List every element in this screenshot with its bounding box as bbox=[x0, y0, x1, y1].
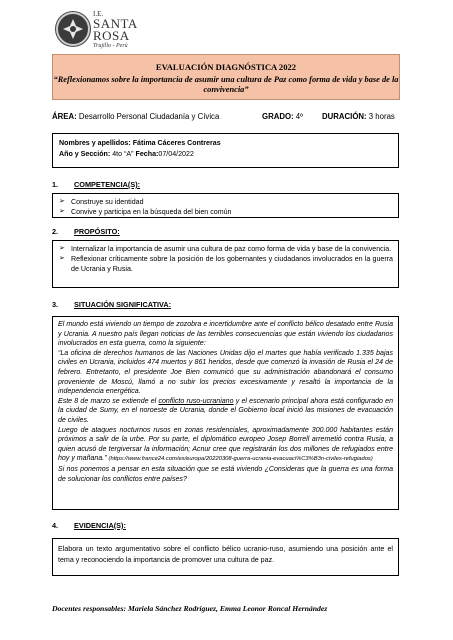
area-value: Desarrollo Personal Ciudadanía y Cívica bbox=[78, 112, 220, 121]
section-1-label: COMPETENCIA(S): bbox=[74, 180, 141, 189]
list-item bbox=[58, 207, 393, 217]
area-field bbox=[52, 112, 219, 121]
proposito-box bbox=[52, 240, 399, 288]
competencia-2: Convive y participa en la búsqueda del bien común bbox=[71, 208, 232, 216]
student-section-row bbox=[59, 149, 392, 160]
situation-paragraph-3 bbox=[58, 397, 393, 426]
section-2-label: PROPÓSITO: bbox=[74, 227, 120, 236]
section-4-heading bbox=[52, 521, 126, 530]
school-logo-text bbox=[93, 10, 138, 50]
logo-line-3: ROSA bbox=[93, 28, 130, 43]
logo-line-1: I.E. bbox=[93, 10, 104, 18]
duracion-field bbox=[322, 112, 395, 121]
section-2-number: 2. bbox=[52, 227, 59, 236]
list-item bbox=[58, 244, 393, 254]
date-label: Fecha: bbox=[135, 150, 159, 158]
evidence-text: Elabora un texto argumentativo sobre el conflicto bélico ucranio-ruso, asumiendo una posición ante el tema y reconociendo la importancia de promover una cultura de paz. bbox=[58, 545, 393, 564]
competencias-box bbox=[52, 193, 399, 218]
section-4-label: EVIDENCIA(S): bbox=[74, 521, 126, 530]
situation-source: (https://www.france24.com/es/europa/20220308-guerra-ucrania-evacuaci%C3%B3n-civiles-refugiados) bbox=[108, 456, 373, 463]
section-value: 4to “A” bbox=[112, 150, 134, 158]
situation-paragraph-1: El mundo está viviendo un tiempo de zozobra e incertidumbre ante el conflicto bélico desatado entre Rusia y Ucrania. A nuestro país llegan noticias de las terribles consecuencias que están viviendo los ciudadanos involucrados en esta guerra, como la siguiente: bbox=[58, 321, 393, 348]
footer-teachers: Docentes responsables: Mariela Sánchez Rodríguez, Emma Leonor Roncal Hernández bbox=[52, 604, 328, 613]
document-title: EVALUACIÓN DIAGNÓSTICA 2022 bbox=[155, 62, 297, 72]
date-value: 07/04/2022 bbox=[158, 150, 194, 158]
arrow-bullet-icon: ➢ bbox=[59, 245, 65, 252]
logo-line-4: Trujillo - Perú bbox=[93, 43, 128, 49]
logo-line-2: SANTA bbox=[93, 16, 138, 31]
grado-value: 4º bbox=[295, 112, 303, 121]
school-seal-icon bbox=[56, 12, 90, 46]
situation-p3-post: y el escenario principal ahora está configurado en la ciudad de Sumy, en el noroeste de Ucrania, donde el Gobierno local inició las misiones de evacuación de civiles. bbox=[58, 397, 393, 424]
section-3-heading bbox=[52, 300, 171, 309]
student-info-box bbox=[52, 133, 399, 168]
section-3-label: SITUACIÓN SIGNIFICATIVA: bbox=[74, 300, 172, 309]
arrow-bullet-icon: ➢ bbox=[59, 208, 65, 215]
document-subtitle: “Reflexionamos sobre la importancia de asumir una cultura de Paz como forma de vida y base de la convivencia” bbox=[53, 75, 399, 94]
duracion-label: DURACIÓN: bbox=[322, 112, 367, 121]
proposito-1: Internalizar la importancia de asumir una cultura de paz como forma de vida y base de la convivencia. bbox=[71, 245, 392, 253]
section-1-number: 1. bbox=[52, 180, 59, 189]
section-label: Año y Sección: bbox=[59, 150, 111, 158]
situation-paragraph-2: “La oficina de derechos humanos de las Naciones Unidas dijo el martes que había verificado 1.335 bajas civiles en Ucrania, incluidos 474 muertos y 861 heridos, desde que comenzó la invasión de Rusia el 24 de febrero. Entretanto, el presidente Joe Bien comunicó que su administración abandonará el consumo proveniente de Moscú, llamó a no subir los precios excesivamente y resaltó la importancia de la independencia energética. bbox=[58, 349, 393, 396]
conflict-link[interactable]: conflicto ruso-ucraniano bbox=[158, 397, 234, 405]
competencia-1: Construye su identidad bbox=[71, 198, 144, 206]
arrow-bullet-icon: ➢ bbox=[59, 255, 65, 262]
section-4-number: 4. bbox=[52, 521, 59, 530]
section-1-heading bbox=[52, 180, 140, 189]
duracion-value: 3 horas bbox=[368, 112, 395, 121]
proposito-2: Reflexionar críticamente sobre la posición de los gobernantes y ciudadanos involucrados en la guerra de Ucrania y Rusia. bbox=[71, 255, 393, 273]
student-name: Nombres y apellidos: Fátima Cáceres Contreras bbox=[59, 139, 221, 147]
grado-field bbox=[262, 112, 303, 121]
list-item bbox=[58, 254, 393, 274]
situation-paragraph-4 bbox=[58, 426, 393, 465]
evidence-box bbox=[52, 538, 399, 576]
title-box bbox=[52, 54, 400, 100]
arrow-bullet-icon: ➢ bbox=[59, 198, 65, 205]
list-item bbox=[58, 197, 393, 207]
situation-p3-pre: Este 8 de marzo se extiende el bbox=[58, 397, 159, 405]
situation-p4-main: Luego de ataques nocturnos rusos en zonas residenciales, aproximadamente 300.000 habitantes están próximos a salir de la urbe. Por su parte, el diplomático europeo Josep Borrell arremetió contra Rusia, a quien acusó de tergiversar la información; Acnur cree que registrarán los dos millones de refugiados entre hoy y mañana.” bbox=[58, 426, 393, 463]
situation-box bbox=[52, 316, 399, 510]
section-2-heading bbox=[52, 227, 120, 236]
situation-paragraph-5: Si nos ponemos a pensar en esta situación que se está viviendo ¿Consideras que la guerra es una forma de solucionar los conflictos entre países? bbox=[58, 465, 393, 483]
section-3-number: 3. bbox=[52, 300, 59, 309]
area-label: ÁREA: bbox=[52, 112, 77, 121]
grado-label: GRADO: bbox=[262, 112, 294, 121]
